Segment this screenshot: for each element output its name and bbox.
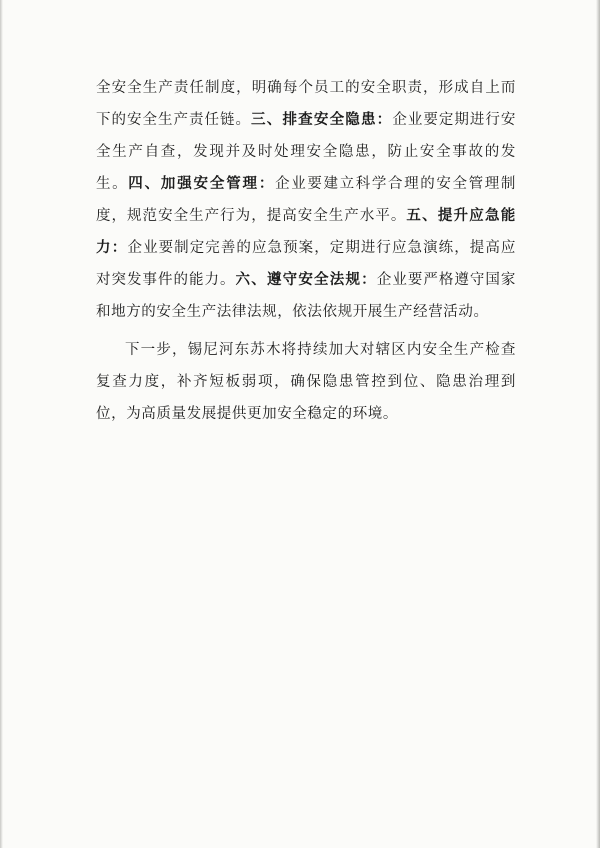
document-body [96,72,516,430]
text-hazard-inspection: 企业要定期进行安全生产自查，发现并及时处理安全隐患，防止安全事故的发生。 [96,112,517,192]
paragraph-next-steps: 下一步，锡尼河东苏木将持续加大对辖区内安全生产检查复查力度，补齐短板弱项，确保隐患管控到位、隐患治理到位，为高质量发展提供更加安全稳定的环境。 [96,342,516,422]
text-emergency-capability: 企业要制定完善的应急预案，定期进行应急演练，提高应对突发事件的能力。 [96,240,516,288]
text-safety-management: 企业要建立科学合理的安全管理制度，规范安全生产行为，提高安全生产水平。 [96,176,517,224]
paragraph-lead-text: 全安全生产责任制度，明确每个员工的安全职责，形成自上而下的安全生产责任链。 [96,80,516,128]
scan-edge-right [596,0,600,848]
heading-safety-management: 四、加强安全管理： [128,176,276,192]
heading-safety-regulations: 六、遵守安全法规： [235,272,377,288]
text-safety-regulations: 企业要严格遵守国家和地方的安全生产法律法规，依法依规开展生产经营活动。 [96,272,517,320]
heading-emergency-capability: 五、提升应急能力： [96,208,517,256]
scan-edge-left [0,0,3,848]
paragraph-safety-measures [96,72,516,328]
heading-hazard-inspection: 三、排查安全隐患： [251,112,393,128]
